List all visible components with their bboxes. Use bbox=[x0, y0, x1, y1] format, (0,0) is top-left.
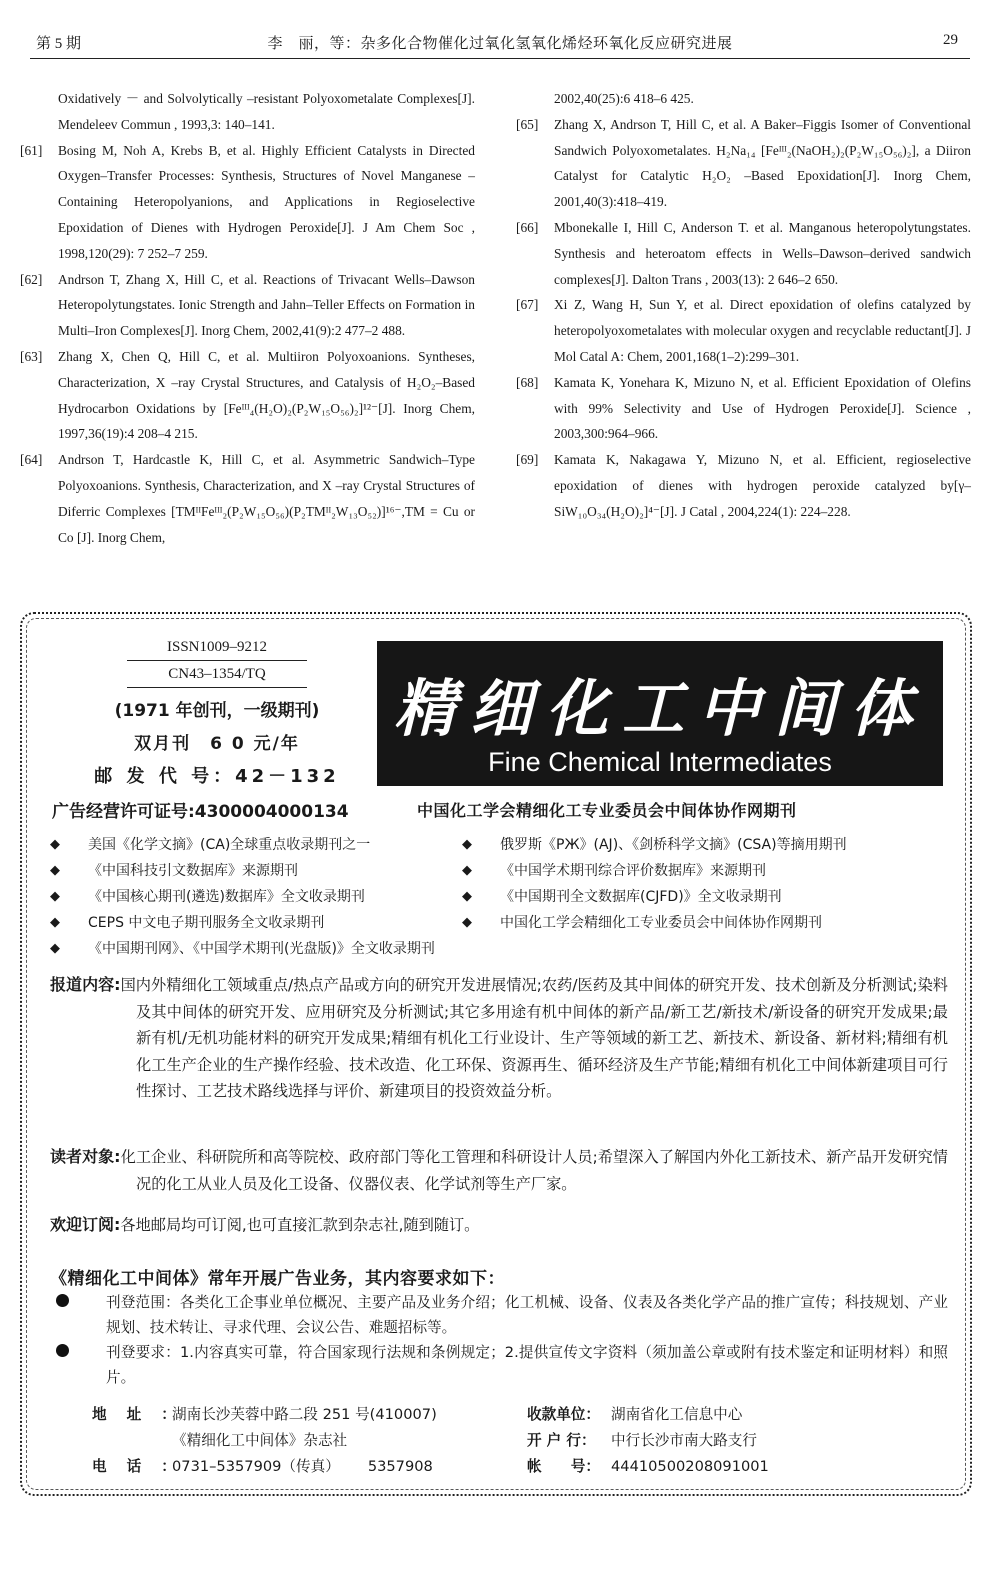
reference-item bbox=[20, 267, 475, 344]
subscribe-label: 欢迎订阅: bbox=[50, 1215, 121, 1234]
readers-text: 化工企业、科研院所和高等院校、政府部门等化工管理和科研设计人员;希望深入了解国内外化工新技术、新产品开发研究情况的化工从业人员及化工设备、仪器仪表、化学试剂等生产厂家。 bbox=[120, 1148, 948, 1193]
reference-text: Kamata K, Nakagawa Y, Mizuno N, et al. Efficient, regioselective epoxidation of dienes with hydrogen peroxide catalyzed by[γ–SiW₁₀O₃₄(H₂O)₂]⁴⁻[J]. J Catal , 2004,224(1): 224–228. bbox=[554, 452, 971, 519]
issue-number: 第 5 期 bbox=[36, 36, 82, 52]
journal-advertisement bbox=[20, 612, 972, 1496]
contact-payee bbox=[527, 1402, 742, 1428]
frequency-price: 双月刊 6 0 元/年 bbox=[134, 734, 300, 754]
contact-bank bbox=[527, 1428, 757, 1454]
reference-item bbox=[516, 292, 971, 369]
network-note: 中国化工学会精细化工专业委员会中间体协作网期刊 bbox=[417, 801, 797, 820]
journal-masthead bbox=[377, 641, 943, 786]
indexing-text: 俄罗斯《РЖ》(AJ)、《剑桥科学文摘》(CSA)等摘用期刊 bbox=[500, 837, 847, 853]
reference-item bbox=[20, 447, 475, 550]
indexing-item bbox=[462, 832, 942, 858]
indexing-text: 《中国核心期刊(遴选)数据库》全文收录期刊 bbox=[88, 889, 365, 905]
indexing-text: 美国《化学文摘》(CA)全球重点收录期刊之一 bbox=[88, 837, 371, 853]
indexing-text: 《中国学术期刊综合评价数据库》来源期刊 bbox=[500, 863, 766, 879]
reference-number: [69] bbox=[516, 452, 539, 468]
reference-number: [62] bbox=[20, 271, 43, 287]
reference-item bbox=[516, 112, 971, 215]
indexing-list-left bbox=[50, 832, 480, 962]
ad-service-heading: 《精细化工中间体》常年开展广告业务，其内容要求如下： bbox=[50, 1269, 505, 1289]
diamond-bullet-icon: ◆ bbox=[50, 941, 60, 956]
report-scope bbox=[50, 972, 948, 1105]
indexing-item bbox=[50, 832, 480, 858]
running-header bbox=[0, 0, 1000, 60]
reference-text: Xi Z, Wang H, Sun Y, et al. Direct epoxidation of olefins catalyzed by heteropolyoxometalates with molecular oxygen and recyclable reductant[J]. J Mol Catal A: Chem, 2001,168(1–2):299–301. bbox=[554, 297, 971, 364]
reference-item bbox=[516, 447, 971, 524]
reference-number: [63] bbox=[20, 348, 43, 364]
ad-scope-text: 刊登范围：各类化工企事业单位概况、主要产品及业务介绍；化工机械、设备、仪表及各类化学产品的推广宣传；科技规划、产业规划、技术转让、寻求代理、会议公告、难题招标等。 bbox=[106, 1294, 948, 1336]
report-label: 报道内容: bbox=[50, 975, 121, 994]
reference-item bbox=[516, 215, 971, 292]
indexing-item bbox=[462, 910, 942, 936]
diamond-bullet-icon: ◆ bbox=[462, 915, 472, 930]
reference-number: [68] bbox=[516, 374, 539, 390]
tel-label: 电话： bbox=[92, 1458, 196, 1475]
address-value: 湖南长沙芙蓉中路二段 251 号(410007) bbox=[172, 1406, 437, 1423]
reference-text: Mbonekalle I, Hill C, Anderson T. et al. Manganous heteropolytungstates. Synthesis and heteroatom effects in Wells–Dawson–derived sandwich complexes[J]. Dalton Trans , 2003(13): 2 646–2 650. bbox=[554, 219, 971, 287]
payee-value: 湖南省化工信息中心 bbox=[611, 1406, 743, 1423]
reference-item bbox=[516, 370, 971, 447]
reference-text: Zhang X, Chen Q, Hill C, et al. Multiiron Polyoxoanions. Syntheses, Characterization, X –ray Crystal Structures, and Catalysis of H₂O₂–Based Hydrocarbon Oxidations by [Feᴵᴵᴵ₄(H₂O)₂(P₂W₁₅O₅₆)₂]¹²⁻[J]. Inorg Chem, 1997,36(19):4 208–4 215. bbox=[58, 348, 475, 442]
contact-account bbox=[527, 1454, 769, 1480]
reference-number: [65] bbox=[516, 116, 539, 132]
report-text: 国内外精细化工领域重点/热点产品或方向的研究开发进展情况;农药/医药及其中间体的研究开发、技术创新及分析测试;染料及其中间体的研究开发、应用研究及分析测试;其它多用途有机中间体的新产品/新工艺/新技术/新设备的研究开发成果;最新有机/无机功能材料的研究开发成果;精细有机化工行业设计、生产等领域的新工艺、新技术、新设备、新材料;精细有机化工生产企业的生产操作经验、技术改造、化工环保、资源再生、循环经济及生产节能;精细有机化工中间体新建项目可行性探讨、工艺技术路线选择与评价、新建项目的投资效益分析。 bbox=[120, 976, 948, 1100]
ad-requirements bbox=[50, 1340, 948, 1390]
diamond-bullet-icon: ◆ bbox=[462, 837, 472, 852]
indexing-item bbox=[50, 884, 480, 910]
subscribe-text: 各地邮局均可订阅,也可直接汇款到杂志社,随到随订。 bbox=[120, 1216, 480, 1234]
indexing-list-right bbox=[462, 832, 942, 936]
reference-item bbox=[516, 86, 971, 112]
contact-phone bbox=[92, 1454, 433, 1480]
payee-label: 收款单位： bbox=[527, 1406, 600, 1423]
cn-number: CN43–1354/TQ bbox=[127, 666, 307, 688]
header-rule bbox=[30, 58, 970, 59]
reference-text: Bosing M, Noh A, Krebs B, et al. Highly Efficient Catalysts in Directed Oxygen–Transfer Processes: Synthesis, Structures of Novel Manganese –Containing Heteropolyanions, and Applications in Regioselective Epoxidation of Dienes with Hydrogen Peroxide[J]. J Am Chem Soc , 1998,120(29): 7 252–7 259. bbox=[58, 142, 475, 261]
postal-code: 邮 发 代 号：42－132 bbox=[94, 766, 340, 787]
reference-text: Oxidatively － and Solvolytically –resistant Polyoxometalate Complexes[J]. Mendeleev Commun , 1993,3: 140–141. bbox=[58, 91, 475, 132]
diamond-bullet-icon: ◆ bbox=[462, 889, 472, 904]
bank-label: 开 户 行： bbox=[527, 1432, 596, 1449]
founded-note: (1971 年创刊，一级期刊) bbox=[114, 701, 320, 721]
account-label: 帐 号： bbox=[527, 1458, 600, 1475]
bank-value: 中行长沙市南大路支行 bbox=[611, 1432, 757, 1449]
running-title: 李 丽，等：杂多化合物催化过氧化氢氧化烯烃环氧化反应研究进展 bbox=[267, 36, 733, 52]
ad-requirements-text: 刊登要求：1.内容真实可靠，符合国家现行法规和条例规定；2.提供宣传文字资料（须加盖公章或附有技术鉴定和证明材料）和照片。 bbox=[106, 1344, 948, 1386]
journal-title-en: Fine Chemical Intermediates bbox=[488, 747, 832, 777]
reference-text: Zhang X, Andrson T, Hill C, et al. A Baker–Figgis Isomer of Conventional Sandwich Polyoxometalates. H₂Na₁₄ [Feᴵᴵᴵ₂(NaOH₂)₂(P₂W₁₅O₅₆)₂], a Diiron Catalyst for Catalytic H₂O₂ –Based Epoxidation[J]. Inorg Chem, 2001,40(3):418–419. bbox=[554, 116, 971, 210]
reference-text: Andrson T, Hardcastle K, Hill C, et al. Asymmetric Sandwich–Type Polyoxoanions. Synthesis, Characterization, and X –ray Crystal Structures of Diferric Complexes [TMᴵᴵFeᴵᴵᴵ₂(P₂W₁₅O₅₆)(P₂TMᴵᴵ₂W₁₃O₅₂)]¹⁶⁻,TM = Cu or Co [J]. Inorg Chem, bbox=[58, 452, 475, 545]
reference-number: [66] bbox=[516, 219, 539, 235]
reference-text: Kamata K, Yonehara K, Mizuno N, et al. Efficient Epoxidation of Olefins with 99% Selectivity and Use of Hydrogen Peroxide[J]. Science , 2003,300:964–966. bbox=[554, 374, 971, 442]
page-number: 29 bbox=[943, 32, 958, 48]
reference-text: 2002,40(25):6 418–6 425. bbox=[554, 91, 694, 106]
indexing-item bbox=[462, 884, 942, 910]
ad-license: 广告经营许可证号:4300004000134 bbox=[52, 802, 349, 822]
indexing-item bbox=[50, 858, 480, 884]
indexing-text: 《中国期刊网》、《中国学术期刊(光盘版)》全文收录期刊 bbox=[88, 941, 435, 957]
reference-item bbox=[20, 344, 475, 447]
indexing-text: 《中国期刊全文数据库(CJFD)》全文收录期刊 bbox=[500, 889, 782, 905]
reference-text: Andrson T, Zhang X, Hill C, et al. Reactions of Trivacant Wells–Dawson Heteropolytungstates. Ionic Strength and Jahn–Teller Effects on Formation in Multi–Iron Complexes[J]. Inorg Chem, 2002,41(9):2 477–2 488. bbox=[58, 271, 475, 339]
magazine-name: 《精细化工中间体》杂志社 bbox=[172, 1432, 348, 1449]
reference-number: [67] bbox=[516, 297, 539, 313]
contact-magazine bbox=[172, 1428, 347, 1454]
tel-value: 0731–5357909（传真） bbox=[172, 1458, 340, 1475]
reference-number: [61] bbox=[20, 142, 43, 158]
indexing-item bbox=[462, 858, 942, 884]
bullet-dot-icon bbox=[56, 1294, 69, 1307]
diamond-bullet-icon: ◆ bbox=[50, 863, 60, 878]
diamond-bullet-icon: ◆ bbox=[50, 837, 60, 852]
target-readers bbox=[50, 1144, 948, 1197]
indexing-text: 《中国科技引文数据库》来源期刊 bbox=[88, 863, 298, 879]
indexing-text: 中国化工学会精细化工专业委员会中间体协作网期刊 bbox=[500, 915, 822, 931]
diamond-bullet-icon: ◆ bbox=[50, 889, 60, 904]
indexing-text: CEPS 中文电子期刊服务全文收录期刊 bbox=[88, 915, 325, 931]
indexing-item bbox=[50, 936, 480, 962]
tel-value-2: 5357908 bbox=[367, 1458, 433, 1475]
journal-title-cn: 精细化工中间体 bbox=[393, 672, 926, 745]
readers-label: 读者对象: bbox=[50, 1147, 121, 1166]
reference-item bbox=[20, 138, 475, 267]
journal-meta bbox=[82, 638, 352, 788]
references-right-column bbox=[516, 86, 971, 525]
reference-item bbox=[20, 86, 475, 138]
diamond-bullet-icon: ◆ bbox=[462, 863, 472, 878]
reference-number: [64] bbox=[20, 452, 43, 468]
ad-scope bbox=[50, 1290, 948, 1340]
indexing-item bbox=[50, 910, 480, 936]
account-value: 44410500208091001 bbox=[611, 1458, 769, 1475]
issn: ISSN1009–9212 bbox=[127, 639, 307, 661]
references-left-column bbox=[20, 86, 475, 550]
subscription-note bbox=[50, 1212, 948, 1239]
contact-address bbox=[92, 1402, 437, 1428]
diamond-bullet-icon: ◆ bbox=[50, 915, 60, 930]
bullet-dot-icon bbox=[56, 1344, 69, 1357]
address-label: 地址： bbox=[92, 1406, 196, 1423]
